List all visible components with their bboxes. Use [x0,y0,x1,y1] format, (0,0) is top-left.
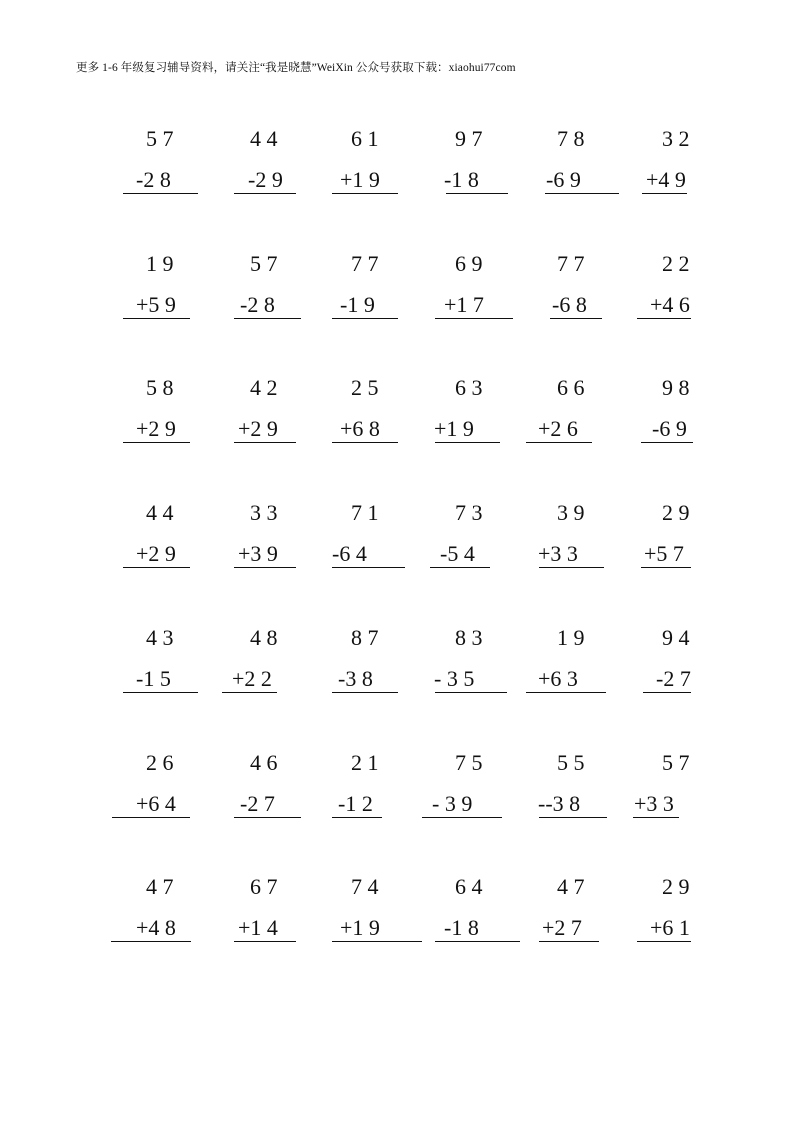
top-number: 2 9 [662,874,690,899]
problem-4-2 [212,501,332,581]
bottom-operand: +5 7 [644,541,684,566]
answer-line [332,817,382,818]
answer-line [539,817,607,818]
top-number: 7 8 [557,126,585,151]
problem-4-3 [316,501,436,581]
answer-line [435,941,520,942]
problem-7-1 [108,875,228,955]
bottom-operand: -1 5 [136,666,171,691]
top-number: 4 7 [557,874,585,899]
bottom-operand: +5 9 [136,292,176,317]
problem-4-1 [108,501,228,581]
top-number: 2 6 [146,750,174,775]
top-number: 4 8 [250,625,278,650]
top-number: 6 6 [557,375,585,400]
problem-2-4 [420,252,540,332]
top-number: 5 7 [146,126,174,151]
top-number: 7 7 [557,251,585,276]
top-number: 3 2 [662,126,690,151]
answer-line [633,817,679,818]
problem-2-3 [316,252,436,332]
answer-line [234,442,296,443]
bottom-operand: +1 4 [238,915,278,940]
bottom-operand: +3 3 [634,791,674,816]
answer-line [545,193,619,194]
top-number: 2 1 [351,750,379,775]
bottom-operand: -6 8 [552,292,587,317]
problem-1-6 [626,127,746,207]
bottom-operand: -2 8 [136,167,171,192]
bottom-operand: +3 3 [538,541,578,566]
bottom-operand: -1 8 [444,167,479,192]
answer-line [539,567,604,568]
top-number: 2 5 [351,375,379,400]
top-number: 6 1 [351,126,379,151]
bottom-operand: +1 9 [340,167,380,192]
problem-5-2 [212,626,332,706]
problem-5-1 [108,626,228,706]
top-number: 9 4 [662,625,690,650]
answer-line [123,692,198,693]
top-number: 7 5 [455,750,483,775]
bottom-operand: +4 6 [650,292,690,317]
answer-line [332,941,422,942]
bottom-operand: +6 4 [136,791,176,816]
top-number: 2 2 [662,251,690,276]
answer-line [430,567,490,568]
answer-line [550,318,602,319]
top-number: 4 4 [146,500,174,525]
top-number: 9 7 [455,126,483,151]
bottom-operand: +2 9 [136,541,176,566]
answer-line [234,817,301,818]
top-number: 4 4 [250,126,278,151]
problem-7-2 [212,875,332,955]
top-number: 6 4 [455,874,483,899]
answer-line [332,193,398,194]
answer-line [222,692,277,693]
bottom-operand: +2 7 [542,915,582,940]
top-number: 5 7 [662,750,690,775]
bottom-operand: -2 9 [248,167,283,192]
top-number: 7 7 [351,251,379,276]
answer-line [123,193,198,194]
page-header-note: 更多 1-6 年级复习辅导资料，请关注“我是晓慧”WeiXin 公众号获取下载：xiaohui77com [76,62,516,74]
top-number: 4 6 [250,750,278,775]
bottom-operand: -6 9 [546,167,581,192]
top-number: 4 3 [146,625,174,650]
problem-7-6 [626,875,746,955]
bottom-operand: +2 9 [136,416,176,441]
problem-3-3 [316,376,436,456]
answer-line [332,692,398,693]
problem-1-3 [316,127,436,207]
top-number: 6 9 [455,251,483,276]
top-number: 4 7 [146,874,174,899]
top-number: 8 3 [455,625,483,650]
bottom-operand: -3 8 [338,666,373,691]
top-number: 5 5 [557,750,585,775]
top-number: 7 4 [351,874,379,899]
answer-line [642,193,687,194]
problem-2-6 [626,252,746,332]
bottom-operand: -6 4 [332,541,367,566]
answer-line [526,692,606,693]
answer-line [446,193,508,194]
top-number: 3 9 [557,500,585,525]
answer-line [435,692,507,693]
bottom-operand: +6 3 [538,666,578,691]
bottom-operand: -2 7 [656,666,691,691]
problem-1-4 [420,127,540,207]
bottom-operand: -2 7 [240,791,275,816]
answer-line [111,941,191,942]
top-number: 5 8 [146,375,174,400]
top-number: 4 2 [250,375,278,400]
problem-5-6 [626,626,746,706]
answer-line [435,318,513,319]
bottom-operand: -1 8 [444,915,479,940]
bottom-operand: +4 8 [136,915,176,940]
answer-line [332,442,398,443]
bottom-operand: -2 8 [240,292,275,317]
bottom-operand: +1 7 [444,292,484,317]
top-number: 5 7 [250,251,278,276]
problem-2-1 [108,252,228,332]
bottom-operand: +2 9 [238,416,278,441]
answer-line [526,442,592,443]
problem-3-2 [212,376,332,456]
bottom-operand: - 3 9 [432,791,473,816]
answer-line [234,318,301,319]
top-number: 7 1 [351,500,379,525]
problem-7-4 [420,875,540,955]
answer-line [123,318,190,319]
bottom-operand: -1 9 [340,292,375,317]
problem-2-2 [212,252,332,332]
bottom-operand: --3 8 [538,791,581,816]
answer-line [123,442,190,443]
problem-5-3 [316,626,436,706]
problem-4-6 [626,501,746,581]
problem-4-4 [420,501,540,581]
bottom-operand: -5 4 [440,541,475,566]
bottom-operand: +1 9 [434,416,474,441]
problem-6-1 [108,751,228,831]
bottom-operand: +6 8 [340,416,380,441]
problem-6-3 [316,751,436,831]
bottom-operand: +2 2 [232,666,272,691]
top-number: 6 3 [455,375,483,400]
answer-line [234,941,296,942]
top-number: 8 7 [351,625,379,650]
problem-5-4 [420,626,540,706]
answer-line [435,442,500,443]
answer-line [539,941,599,942]
answer-line [643,692,691,693]
problem-1-2 [212,127,332,207]
problem-3-4 [420,376,540,456]
answer-line [332,567,405,568]
problem-6-6 [626,751,746,831]
problem-3-1 [108,376,228,456]
bottom-operand: - 3 5 [434,666,475,691]
problem-6-2 [212,751,332,831]
problem-1-1 [108,127,228,207]
answer-line [123,567,190,568]
answer-line [637,318,691,319]
answer-line [641,567,691,568]
problem-7-3 [316,875,436,955]
problem-3-6 [626,376,746,456]
answer-line [641,442,693,443]
top-number: 7 3 [455,500,483,525]
answer-line [234,567,296,568]
answer-line [332,318,398,319]
answer-line [112,817,190,818]
bottom-operand: +3 9 [238,541,278,566]
bottom-operand: -6 9 [652,416,687,441]
answer-line [637,941,691,942]
bottom-operand: +6 1 [650,915,690,940]
bottom-operand: -1 2 [338,791,373,816]
top-number: 2 9 [662,500,690,525]
top-number: 3 3 [250,500,278,525]
bottom-operand: +1 9 [340,915,380,940]
answer-line [234,193,296,194]
answer-line [422,817,502,818]
top-number: 1 9 [146,251,174,276]
top-number: 1 9 [557,625,585,650]
top-number: 9 8 [662,375,690,400]
top-number: 6 7 [250,874,278,899]
problem-6-4 [420,751,540,831]
bottom-operand: +4 9 [646,167,686,192]
bottom-operand: +2 6 [538,416,578,441]
